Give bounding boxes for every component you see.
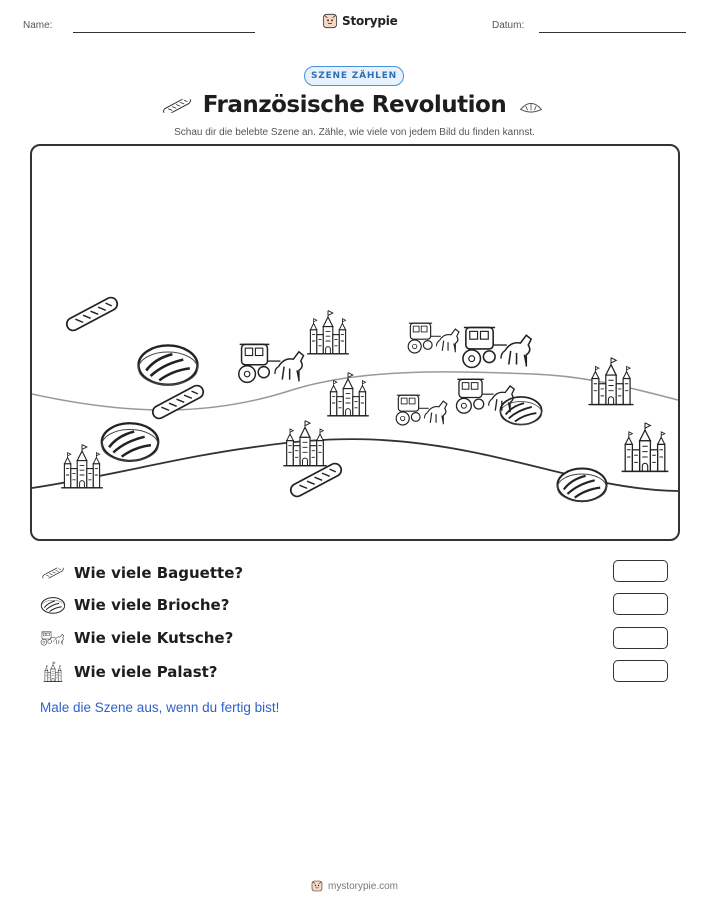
- date-label: Datum:: [492, 20, 525, 31]
- baguette-icon: [40, 562, 66, 584]
- baguette-icon: [151, 383, 206, 420]
- answer-box-palace[interactable]: [613, 660, 668, 682]
- baguette-icon: [65, 295, 120, 332]
- question-brioche: [40, 595, 229, 615]
- brioche-icon: [557, 469, 606, 502]
- question-text: Wie viele Brioche?: [74, 596, 230, 614]
- counting-scene: [30, 144, 680, 541]
- carriage-icon: [463, 327, 531, 367]
- instructions: Schau dir die belebte Szene an. Zähle, wie viele von jedem Bild du finden kannst.: [174, 127, 535, 138]
- question-carriage: [40, 628, 233, 648]
- scene-drawing: [32, 146, 680, 541]
- answer-box-brioche[interactable]: [613, 593, 668, 615]
- answer-box-baguette[interactable]: [613, 560, 668, 582]
- carriage-icon: [40, 628, 66, 648]
- palace-icon: [61, 445, 103, 488]
- carriage-icon: [396, 395, 447, 425]
- name-label: Name:: [23, 20, 53, 31]
- brioche-icon: [139, 345, 198, 384]
- palace-icon: [327, 373, 369, 416]
- question-text: Wie viele Baguette?: [74, 564, 244, 582]
- brioche-icon: [102, 423, 158, 461]
- page-title: Französische Revolution: [202, 92, 507, 118]
- closing-instruction: Male die Szene aus, wenn du fertig bist!: [40, 700, 280, 715]
- carriage-icon: [408, 323, 459, 353]
- palace-icon: [283, 421, 326, 466]
- question-baguette: [40, 562, 243, 584]
- brioche-icon: [500, 397, 541, 425]
- baguette-icon: [289, 461, 344, 498]
- answer-box-carriage[interactable]: [613, 627, 668, 649]
- palace-icon: [40, 661, 66, 683]
- question-text: Wie viele Palast?: [74, 663, 218, 681]
- question-text: Wie viele Kutsche?: [74, 629, 234, 647]
- storypie-logo: [322, 13, 398, 29]
- name-field[interactable]: [73, 32, 255, 33]
- question-palace: [40, 661, 218, 683]
- brioche-icon: [40, 595, 66, 615]
- footer: [0, 880, 709, 892]
- carriage-icon: [239, 344, 304, 382]
- storypie-mascot-icon: [322, 13, 338, 29]
- activity-badge: SZENE ZÄHLEN: [304, 66, 404, 86]
- croissant-icon: [518, 96, 544, 116]
- brand-name: Storypie: [342, 14, 398, 28]
- palace-icon: [622, 423, 669, 472]
- footer-url[interactable]: mystorypie.com: [327, 880, 398, 892]
- storypie-mascot-icon: [311, 880, 323, 892]
- date-field[interactable]: [539, 32, 686, 33]
- palace-icon: [588, 358, 633, 405]
- palace-icon: [307, 311, 349, 354]
